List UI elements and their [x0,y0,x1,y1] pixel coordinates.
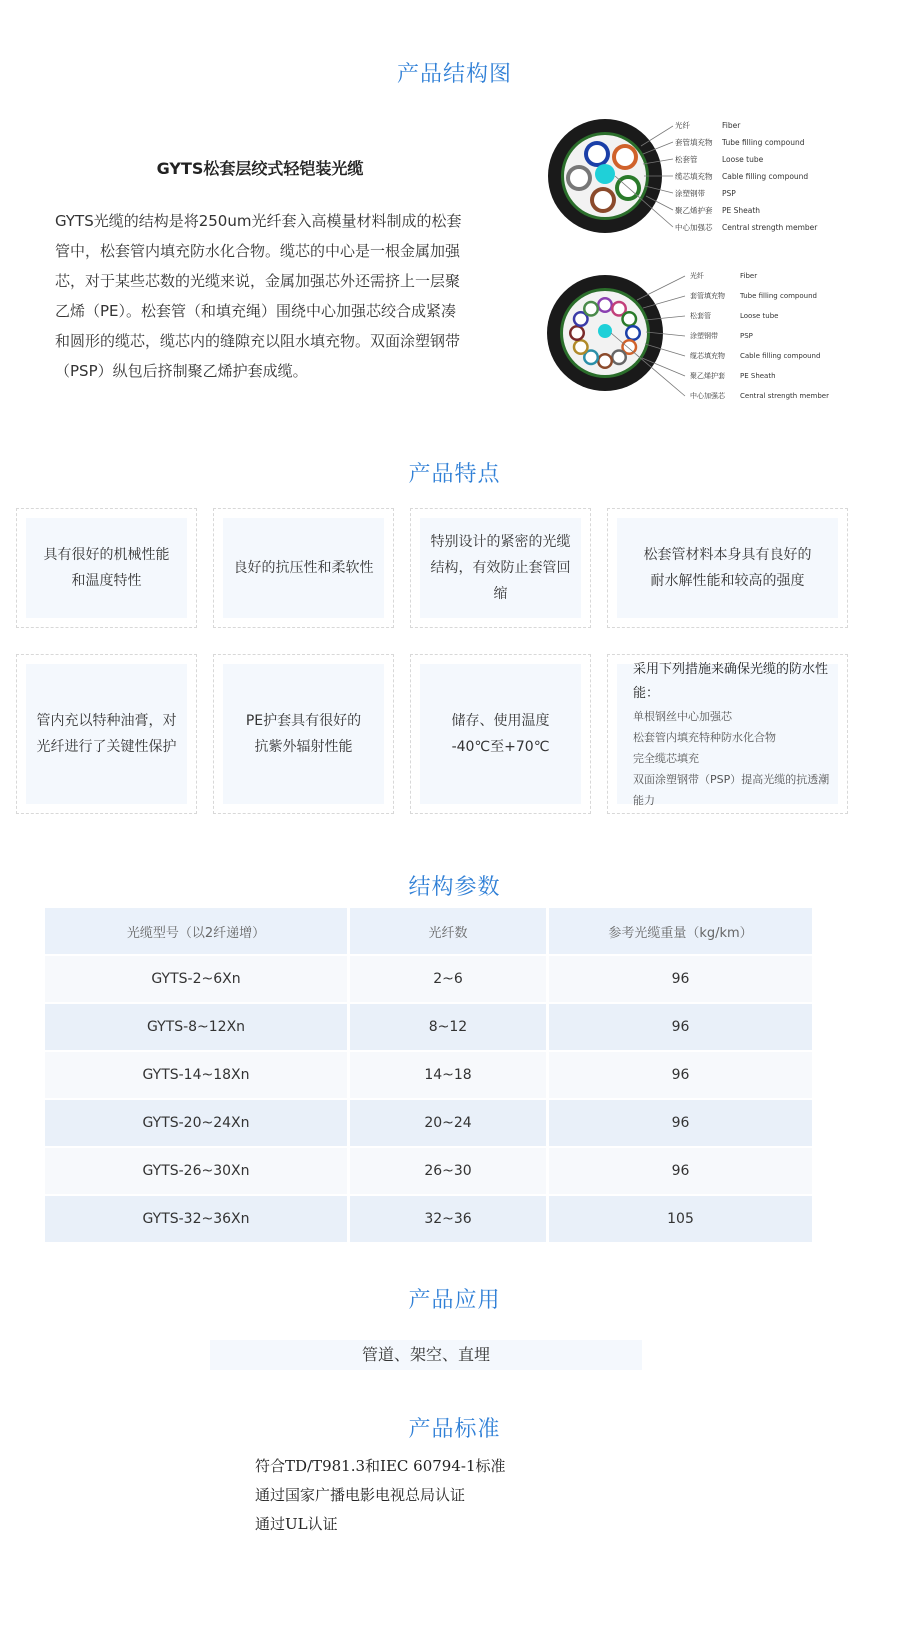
diagram-label-cn: 套管填充物 [690,292,725,300]
loose-tube-inner [614,352,625,363]
cell-fiber-count: 2~6 [350,956,546,1002]
waterproof-measures [623,658,832,811]
loose-tube-inner [600,300,611,311]
cell-weight: 96 [549,1052,812,1098]
feature-card [410,508,591,628]
waterproof-item: 完全缆芯填充 [633,751,699,765]
loose-tube-inner [586,303,597,314]
params-table [42,906,815,1244]
diagram-label-cn: 光纤 [690,272,704,280]
diagram-label-en: Tube filling compound [740,292,817,300]
waterproof-item: 双面涂塑钢带（PSP）提高光缆的抗透潮能力 [633,772,830,807]
loose-tube-inner [624,314,635,325]
loose-tube-inner [575,314,586,325]
cell-fiber-count: 14~18 [350,1052,546,1098]
feature-text [37,708,177,760]
table-row [45,956,812,1002]
feature-line: 管内充以特种油膏，对 [36,713,177,729]
header-cable-model: 光缆型号（以2纤递增） [45,908,347,954]
feature-card [16,654,197,814]
cell-fiber-count: 32~36 [350,1196,546,1242]
diagram-label-en: Loose tube [740,312,779,320]
loose-tube-inner [575,342,586,353]
loose-tube-inner [624,342,635,353]
feature-card-waterproof [607,654,848,814]
diagram-label-cn: 松套管 [690,312,711,320]
table-row [45,1052,812,1098]
feature-text [246,708,361,760]
cable-diagram-1-svg [545,116,818,236]
diagram-label-en: Loose tube [722,155,764,164]
cell-weight: 105 [549,1196,812,1242]
waterproof-item: 单根钢丝中心加强芯 [633,709,732,723]
diagram-label-cn: 缆芯填充物 [675,172,713,181]
feature-text [234,555,374,581]
structure-section-title: 产品结构图 [396,62,512,87]
table-row [45,1148,812,1194]
table-row [45,1196,812,1242]
feature-line: 光纤进行了关键性保护 [36,739,177,755]
feature-line: 耐水解性能和较高的强度 [650,573,805,589]
diagram-label-en: PE Sheath [722,206,761,215]
loose-tube-inner [614,303,625,314]
cell-cable-model: GYTS-8~12Xn [45,1004,347,1050]
waterproof-item: 松套管内填充特种防水化合物 [633,730,776,744]
cable-cross-section-diagram-1 [545,116,818,240]
feature-card [213,508,394,628]
application-section-title: 产品应用 [408,1288,501,1313]
cell-weight: 96 [549,1100,812,1146]
feature-card [607,508,848,628]
diagram-label-cn: 光纤 [675,121,690,130]
loose-tube-inner [628,328,639,339]
diagram-label-en: PE Sheath [740,372,776,380]
diagram-label-en: Fiber [722,121,741,130]
cable-diagram-2-svg [545,268,829,403]
header-weight: 参考光缆重量（kg/km） [549,908,812,954]
loose-tube-inner [572,328,583,339]
feature-card [213,654,394,814]
cell-cable-model: GYTS-32~36Xn [45,1196,347,1242]
diagram-label-en: Tube filling compound [722,138,805,147]
cell-weight: 96 [549,1148,812,1194]
feature-text [452,708,550,760]
header-fiber-count: 光纤数 [350,908,546,954]
table-row [45,1004,812,1050]
loose-tube-inner [586,352,597,363]
diagram-label-en: Central strength member [740,392,829,400]
diagram-label-en: Cable filling compound [722,172,809,181]
cable-cross-section-diagram-2 [545,268,829,407]
cell-cable-model: GYTS-14~18Xn [45,1052,347,1098]
application-text: 管道、架空、直埋 [210,1340,642,1370]
feature-line: 结构，有效防止套管回缩 [430,560,571,602]
diagram-label-cn: 套管填充物 [675,138,713,147]
diagram-label-en: Central strength member [722,223,818,232]
standard-item: 符合TD/T981.3和IEC 60794-1标准 [255,1457,506,1475]
feature-text [644,542,812,594]
feature-line: 储存、使用温度 [451,713,550,729]
feature-card [410,654,591,814]
standards-section-title: 产品标准 [408,1417,501,1442]
feature-card [16,508,197,628]
waterproof-title: 采用下列措施来确保光缆的防水性能： [633,661,829,701]
params-section-title: 结构参数 [408,875,501,900]
cell-cable-model: GYTS-2~6Xn [45,956,347,1002]
cell-fiber-count: 8~12 [350,1004,546,1050]
feature-line: PE护套具有很好的 [245,713,362,729]
table-row [45,1100,812,1146]
feature-line: 具有很好的机械性能 [43,547,170,563]
standard-item: 通过UL认证 [255,1515,338,1533]
features-section-title: 产品特点 [408,462,501,487]
standard-item: 通过国家广播电影电视总局认证 [255,1486,466,1504]
cell-cable-model: GYTS-26~30Xn [45,1148,347,1194]
feature-line: -40℃至+70℃ [451,739,550,755]
diagram-label-cn: 涂塑钢带 [690,332,718,340]
standards-list [255,1452,505,1539]
diagram-label-cn: 中心加强芯 [675,223,713,232]
feature-line: 特别设计的紧密的光缆 [430,534,571,550]
diagram-label-cn: 涂塑钢带 [675,189,705,198]
diagram-label-cn: 缆芯填充物 [690,352,725,360]
diagram-label-cn: 松套管 [675,155,698,164]
feature-line: 良好的抗压性和柔软性 [233,560,374,576]
diagram-label-en: PSP [740,332,753,340]
product-heading: GYTS松套层绞式轻铠装光缆 [156,159,364,178]
diagram-label-en: Fiber [740,272,758,280]
cell-fiber-count: 26~30 [350,1148,546,1194]
diagram-label-cn: 聚乙烯护套 [690,372,725,380]
cell-weight: 96 [549,956,812,1002]
structure-description: GYTS光缆的结构是将250um光纤套入高模量材料制成的松套管中，松套管内填充防水化合物。缆芯的中心是一根金属加强芯，对于某些芯数的光缆来说，金属加强芯外还需挤上一层聚乙烯（PE）。松套管（和填充绳）围绕中心加强芯绞合成紧凑和圆形的缆芯，缆芯内的缝隙充以阻水填充物。双面涂塑钢带（PSP）纵包后挤制聚乙烯护套成缆。 [55,212,462,380]
feature-line: 松套管材料本身具有良好的 [643,547,812,563]
feature-text [426,529,575,607]
loose-tube-inner [600,356,611,367]
feature-text [44,542,170,594]
diagram-label-en: PSP [722,189,736,198]
diagram-label-cn: 中心加强芯 [690,392,725,400]
diagram-label-cn: 聚乙烯护套 [675,206,713,215]
params-header-row [45,908,812,954]
feature-line: 和温度特性 [71,573,142,589]
cell-cable-model: GYTS-20~24Xn [45,1100,347,1146]
feature-line: 抗紫外辐射性能 [254,739,353,755]
cell-weight: 96 [549,1004,812,1050]
diagram-label-en: Cable filling compound [740,352,821,360]
cell-fiber-count: 20~24 [350,1100,546,1146]
